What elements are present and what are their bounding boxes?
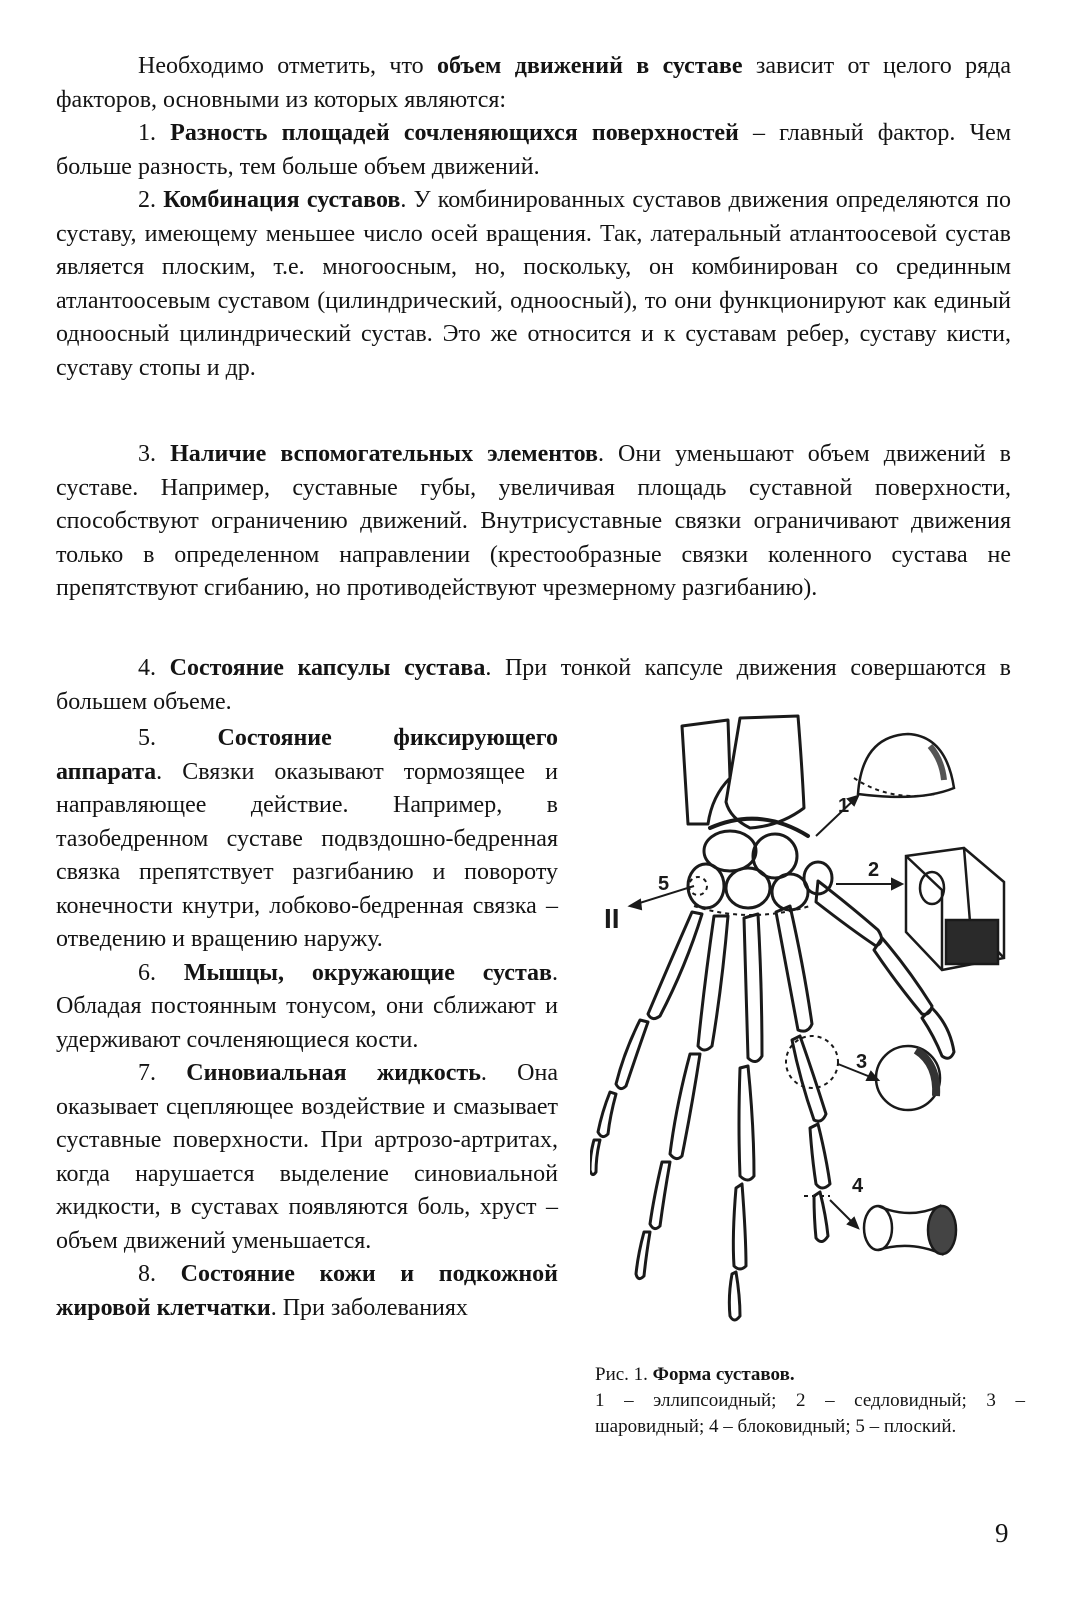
factor-text: . При тонкой капсуле движения совершаются в большем объеме. (56, 655, 1011, 715)
factor-1 (56, 117, 1011, 184)
factor-text: . Они уменьшают объем движений в суставе. Например, суставные губы, увеличивая площадь суставной поверхности, способствуют ограничению движений. Внутрисуставные связки ограничивают движения только в определенном направлении (крестообразные связки коленного сустава не препятствуют сгибанию, но противодействуют чрезмерному разгибанию). (56, 441, 1011, 601)
factor-number: 3. (138, 441, 171, 467)
factor-text: . Она оказывает сцепляющее воздействие и смазывает суставные поверхности. При артрозо-артритах, когда нарушается выделение синовиальной жидкости, в суставах появляются боль, хруст – объем движений уменьшается. (56, 1060, 558, 1254)
factor-title: Комбинация суставов (163, 187, 401, 213)
figure-label-roman-2: II (604, 903, 620, 934)
factor-number: 7. (138, 1060, 187, 1086)
factor-title: Наличие вспомогательных элементов (170, 441, 598, 467)
figure-caption (595, 1362, 1025, 1440)
factor-number: 4. (138, 655, 170, 681)
factor-title: Разность площадей сочленяющихся поверхностей (170, 120, 739, 146)
factor-3 (56, 438, 1011, 606)
figure-label-4: 4 (852, 1175, 864, 1197)
figure-label-5: 5 (658, 873, 670, 895)
factor-title: Состояние капсулы сустава (169, 655, 486, 681)
hand-skeleton-illustration (590, 706, 1022, 1356)
factor-title: Состояние кожи и подкожной жировой клетчатки (56, 1261, 559, 1321)
factor-text: . Связки оказывают тормозящее и направляющее действие. Например, в тазобедренном суставе подвздошно-бедренная связка препятствует разгибанию и повороту конечности кнутри, лобково-бедренная связка – отведению и вращению наружу. (56, 758, 558, 952)
left-column (56, 722, 558, 1325)
ball-joint-icon (876, 1046, 940, 1110)
factor-text: – главный фактор. Чем больше разность, тем больше объем движений. (56, 120, 1011, 180)
factor-text: . При заболеваниях (270, 1294, 468, 1321)
intro-paragraph (56, 50, 1011, 117)
factor-number: 1. (138, 120, 171, 146)
caption-prefix: Рис. 1. (595, 1364, 653, 1385)
factor-7 (56, 1057, 558, 1258)
factor-number: 8. (138, 1261, 181, 1287)
factor-number: 6. (138, 959, 184, 986)
hand-skeleton-figure (590, 706, 1022, 1356)
ellipsoid-joint-icon (858, 734, 954, 797)
factor-title: Состояние фиксирующего аппарата (56, 725, 558, 785)
factor-text: . Обладая постоянным тонусом, они сближают и удерживают сочленяющиеся кости. (56, 959, 559, 1053)
factor-8 (56, 1258, 558, 1325)
intro-text-end: зависит от целого ряда факторов, основными из которых являются: (56, 53, 1012, 113)
factor-number: 5. (138, 725, 218, 751)
factor-number: 2. (138, 187, 164, 213)
caption-text: 1 – эллипсоидный; 2 – седловидный; 3 – шаровидный; 4 – блоковидный; 5 – плоский. (595, 1390, 1025, 1437)
caption-title: Форма суставов. (652, 1364, 795, 1385)
factor-text: . У комбинированных суставов движения определяются по суставу, имеющему меньшее число осей вращения. Так, латеральный атлантоосевой сустав является плоским, т.е. многоосным, но, поскольку, он комбинирован со срединным атлантоосевым суставом (цилиндрический, одноосный), то они функционируют как единый одноосный цилиндрический сустав. Это же относится и к суставам ребер, суставу кисти, суставу стопы и др. (56, 187, 1012, 381)
saddle-joint-icon (906, 848, 1004, 970)
factor-2 (56, 184, 1011, 385)
trochlear-joint-icon (864, 1206, 956, 1254)
factor-5 (56, 722, 558, 957)
intro-bold: объем движений в суставе (437, 53, 743, 79)
figure-label-2: 2 (868, 859, 880, 881)
figure-label-1: 1 (838, 795, 850, 817)
factor-title: Мышцы, окружающие сустав (183, 959, 553, 986)
intro-text: Необходимо отметить, что (138, 53, 437, 79)
factor-6 (56, 957, 558, 1058)
factor-title: Синовиальная жидкость (186, 1060, 481, 1086)
page-number: 9 (995, 1518, 1009, 1548)
figure-label-3: 3 (856, 1051, 868, 1073)
